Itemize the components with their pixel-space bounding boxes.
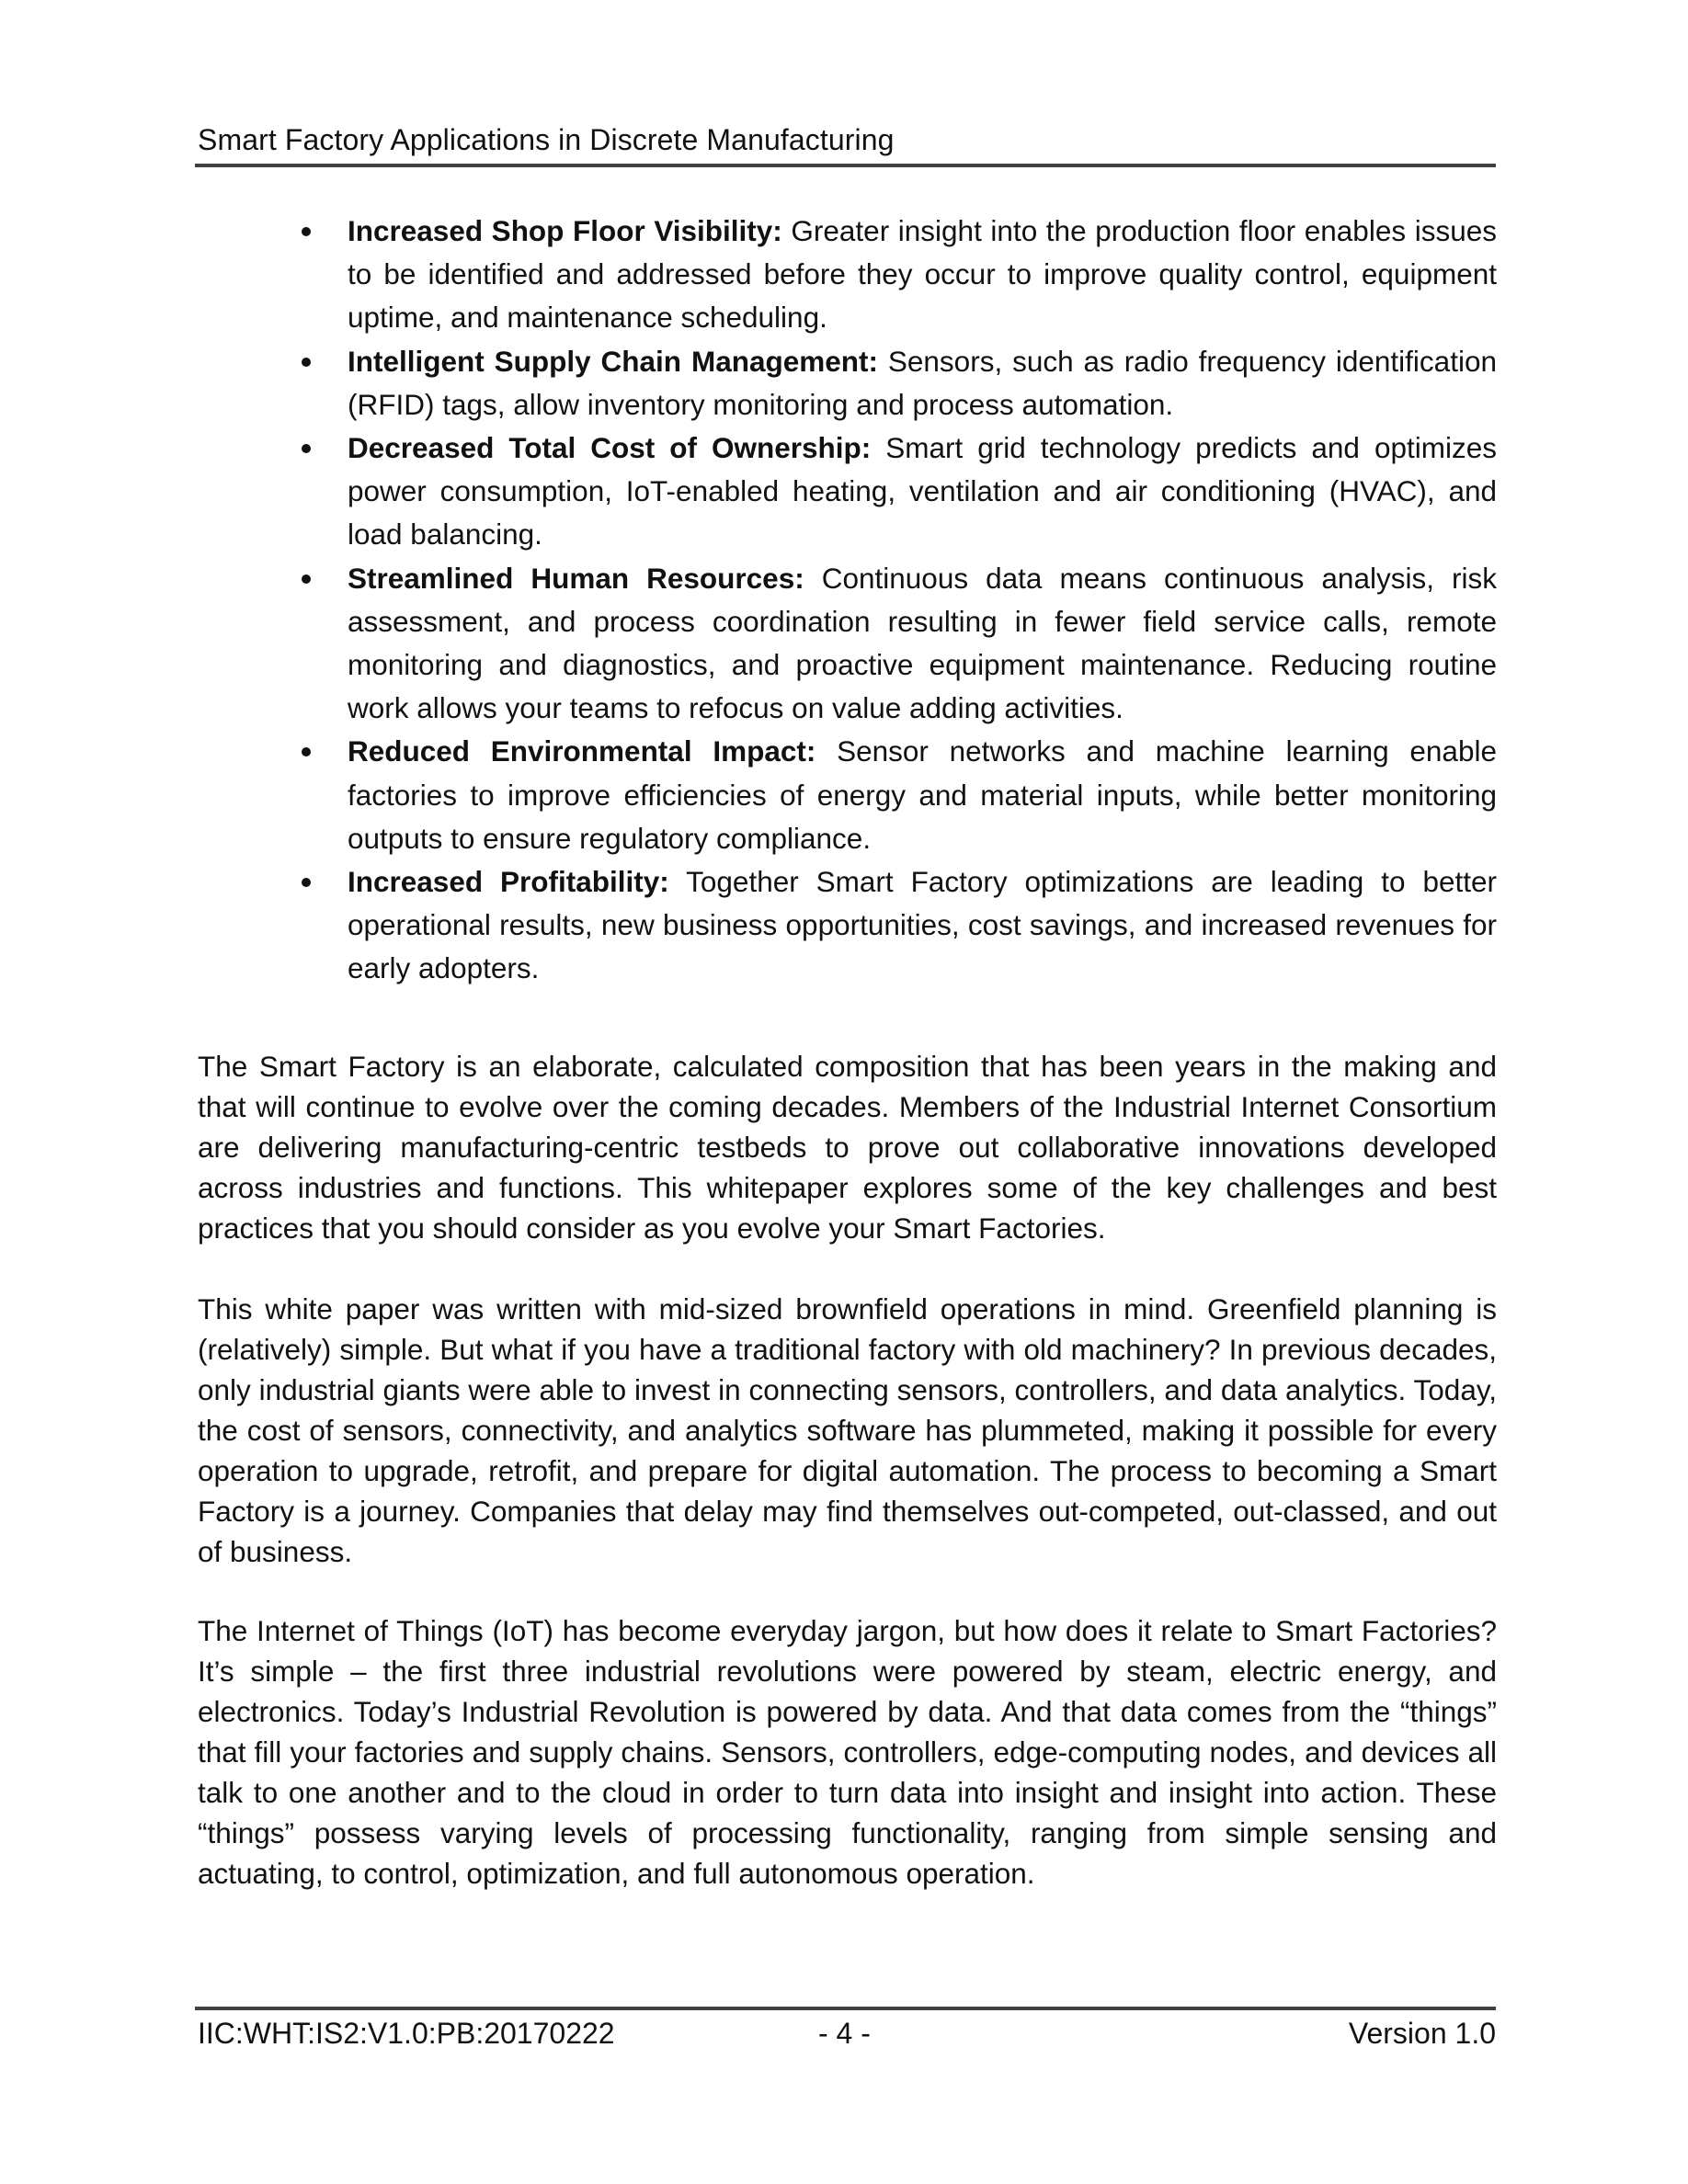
bullet-icon — [302, 747, 311, 756]
list-item — [292, 730, 1497, 860]
bullet-text: Together Smart Factory optimizations are leading to better operational results, new business opportunities, cost savings, and increased revenues for early adopters. — [348, 865, 1497, 985]
footer-divider — [195, 2007, 1496, 2010]
list-item — [292, 557, 1497, 731]
body-paragraph: The Internet of Things (IoT) has become everyday jargon, but how does it relate to Smart Factories? It’s simple – the first three industrial revolutions were powered by steam, electric energy, and electronics. Today’s Industrial Revolution is powered by data. And that data comes from the “things” that fill your factories and supply chains. Sensors, controllers, edge-computing nodes, and devices all talk to one another and to the cloud in order to turn data into insight and insight into action. These “things” possess varying levels of processing functionality, ranging from simple sensing and actuating, to control, optimization, and full autonomous operation. — [198, 1614, 1497, 1890]
list-item — [292, 210, 1497, 340]
bullet-term: Increased Profitability: — [348, 865, 669, 899]
running-header: Smart Factory Applications in Discrete Manufacturing — [198, 123, 895, 156]
document-id: IIC:WHT:IS2:V1.0:PB:20170222 — [198, 2017, 615, 2050]
version-label: Version 1.0 — [1348, 2017, 1496, 2050]
bullet-text: Sensors, such as radio frequency identification (RFID) tags, allow inventory monitoring and process automation. — [348, 344, 1497, 421]
body-paragraph: This white paper was written with mid-sized brownfield operations in mind. Greenfield planning is (relatively) simple. But what if you have a traditional factory with old machinery? In previous decades, only industrial giants were able to invest in connecting sensors, controllers, and data analytics. Today, the cost of sensors, connectivity, and analytics software has plummeted, making it possible for every operation to upgrade, retrofit, and prepare for digital automation. The process to becoming a Smart Factory is a journey. Companies that delay may find themselves out-competed, out-classed, and out of business. — [198, 1292, 1497, 1568]
bullet-icon — [302, 444, 311, 453]
list-item — [292, 860, 1497, 991]
bullet-icon — [302, 358, 311, 367]
bullet-term: Reduced Environmental Impact: — [348, 734, 816, 768]
bullet-term: Increased Shop Floor Visibility: — [348, 214, 782, 247]
bullet-text: Sensor networks and machine learning enable factories to improve efficiencies of energy and material inputs, while better monitoring outputs to ensure regulatory compliance. — [348, 734, 1497, 855]
bullet-icon — [302, 878, 311, 887]
bullet-icon — [302, 227, 311, 236]
list-item — [292, 340, 1497, 427]
bullet-term: Intelligent Supply Chain Management: — [348, 344, 878, 378]
bullet-term: Decreased Total Cost of Ownership: — [348, 431, 872, 465]
header-divider — [195, 164, 1496, 167]
bullet-text: Smart grid technology predicts and optimizes power consumption, IoT-enabled heating, ventilation and air conditioning (HVAC), and load balancing. — [348, 431, 1497, 552]
page-number: - 4 - — [818, 2017, 871, 2050]
bullet-term: Streamlined Human Resources: — [348, 561, 804, 595]
list-item — [292, 427, 1497, 557]
benefits-list — [292, 210, 1497, 991]
bullet-text: Greater insight into the production floor enables issues to be identified and addressed before they occur to improve quality control, equipment uptime, and maintenance scheduling. — [348, 214, 1497, 335]
bullet-icon — [302, 574, 311, 584]
body-paragraph: The Smart Factory is an elaborate, calculated composition that has been years in the making and that will continue to evolve over the coming decades. Members of the Industrial Internet Consortium are delivering manufacturing-centric testbeds to prove out collaborative innovations developed across industries and functions. This whitepaper explores some of the key challenges and best practices that you should consider as you evolve your Smart Factories. — [198, 1050, 1497, 1245]
bullet-text: Continuous data means continuous analysis, risk assessment, and process coordination resulting in fewer field service calls, remote monitoring and diagnostics, and proactive equipment maintenance. Reducing routine work allows your teams to refocus on value adding activities. — [348, 561, 1497, 725]
